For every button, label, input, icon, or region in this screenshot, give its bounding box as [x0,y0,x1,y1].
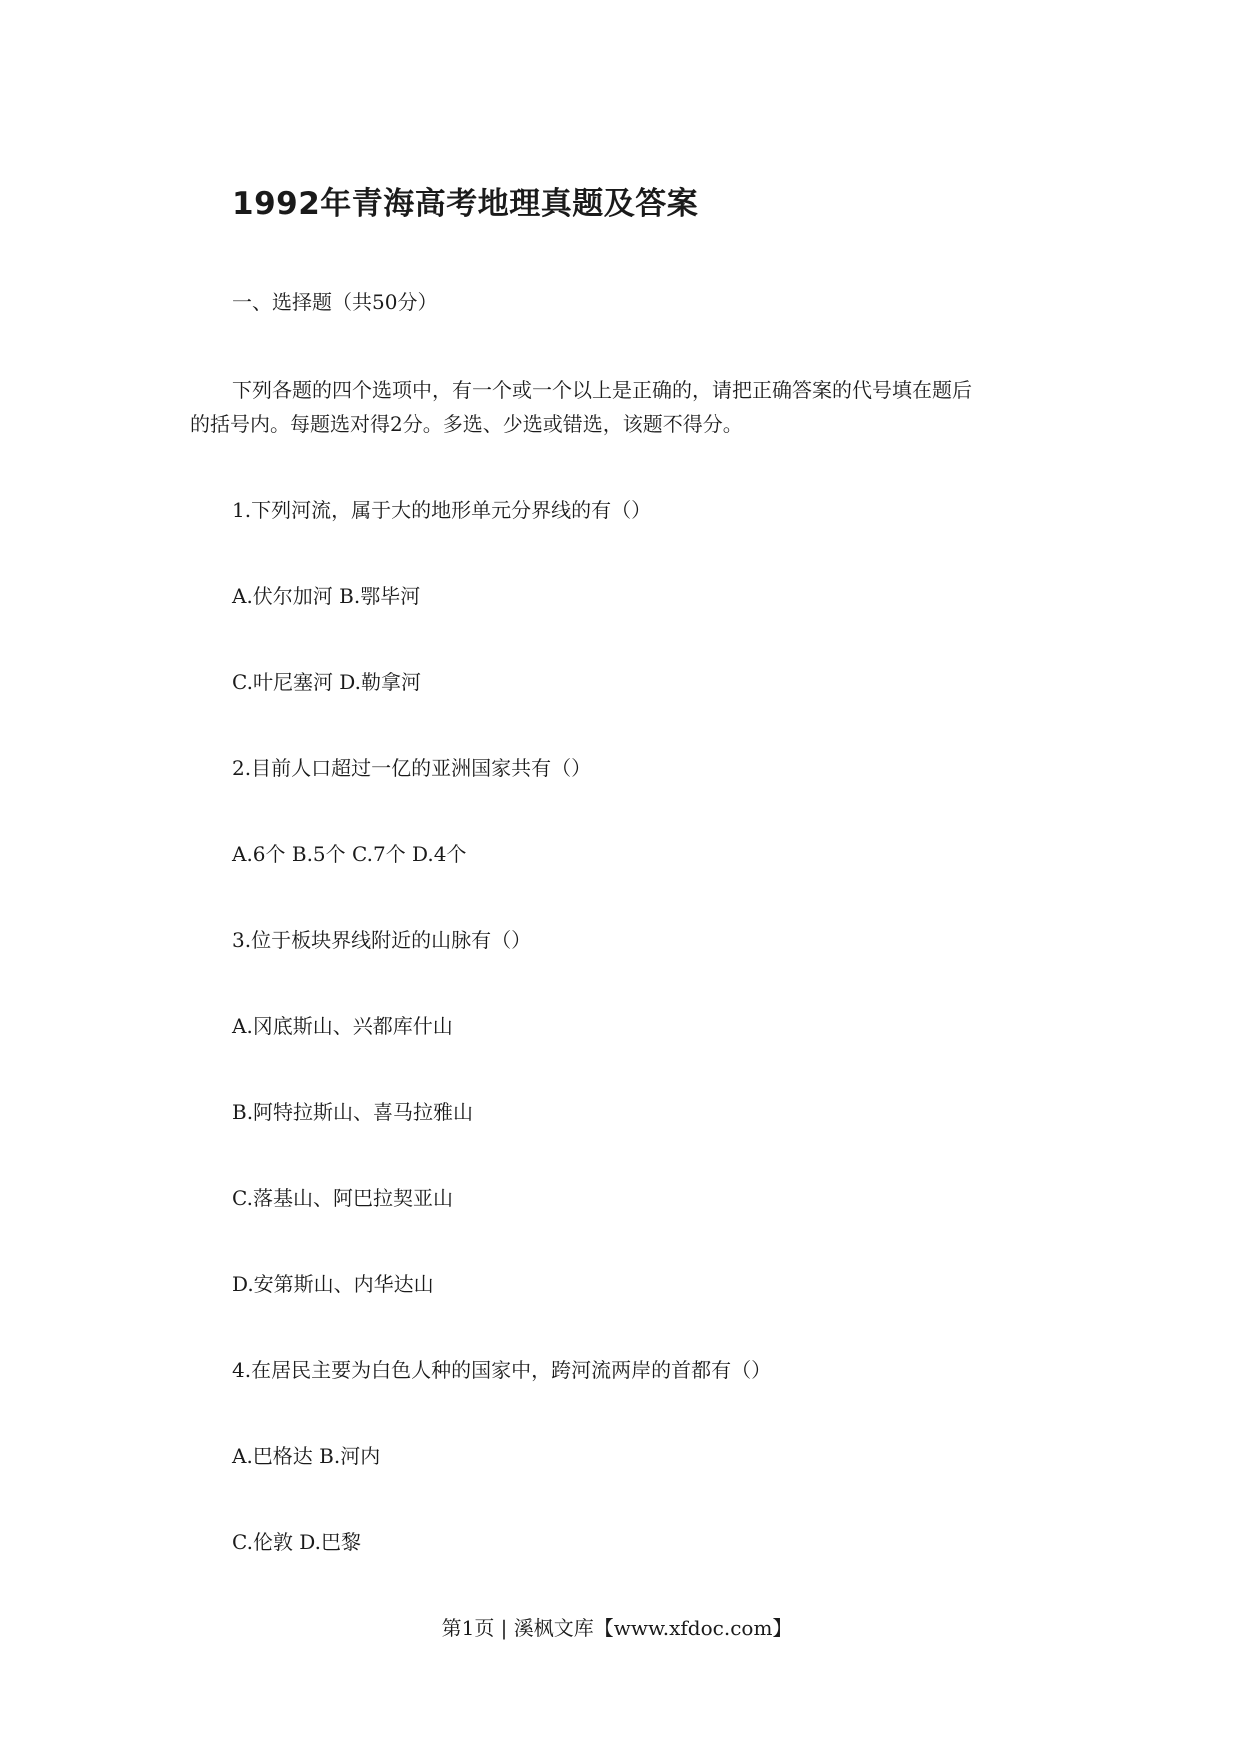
question-4-options-line-2: C.伦敦 D.巴黎 [232,1530,361,1554]
question-3-option-b: B.阿特拉斯山、喜马拉雅山 [232,1100,474,1124]
question-1-options-line-2: C.叶尼塞河 D.勒拿河 [232,670,421,694]
section-heading: 一、选择题（共50分） [232,290,438,314]
question-3-option-c: C.落基山、阿巴拉契亚山 [232,1186,453,1210]
question-3-option-a: A.冈底斯山、兴都库什山 [232,1014,453,1038]
question-1-stem: 1.下列河流，属于大的地形单元分界线的有（） [232,498,652,522]
instructions-line-2: 的括号内。每题选对得2分。多选、少选或错选，该题不得分。 [190,412,743,436]
document-title: 1992年青海高考地理真题及答案 [232,186,699,222]
question-4-options-line-1: A.巴格达 B.河内 [232,1444,381,1468]
instructions-line-1: 下列各题的四个选项中，有一个或一个以上是正确的，请把正确答案的代号填在题后 [232,378,972,402]
question-1-options-line-1: A.伏尔加河 B.鄂毕河 [232,584,421,608]
question-3-stem: 3.位于板块界线附近的山脉有（） [232,928,532,952]
question-4-stem: 4.在居民主要为白色人种的国家中，跨河流两岸的首都有（） [232,1358,772,1382]
question-2-options: A.6个 B.5个 C.7个 D.4个 [232,842,467,866]
question-2-stem: 2.目前人口超过一亿的亚洲国家共有（） [232,756,592,780]
page-footer: 第1页 | 溪枫文库【www.xfdoc.com】 [441,1616,793,1640]
question-3-option-d: D.安第斯山、内华达山 [232,1272,434,1296]
